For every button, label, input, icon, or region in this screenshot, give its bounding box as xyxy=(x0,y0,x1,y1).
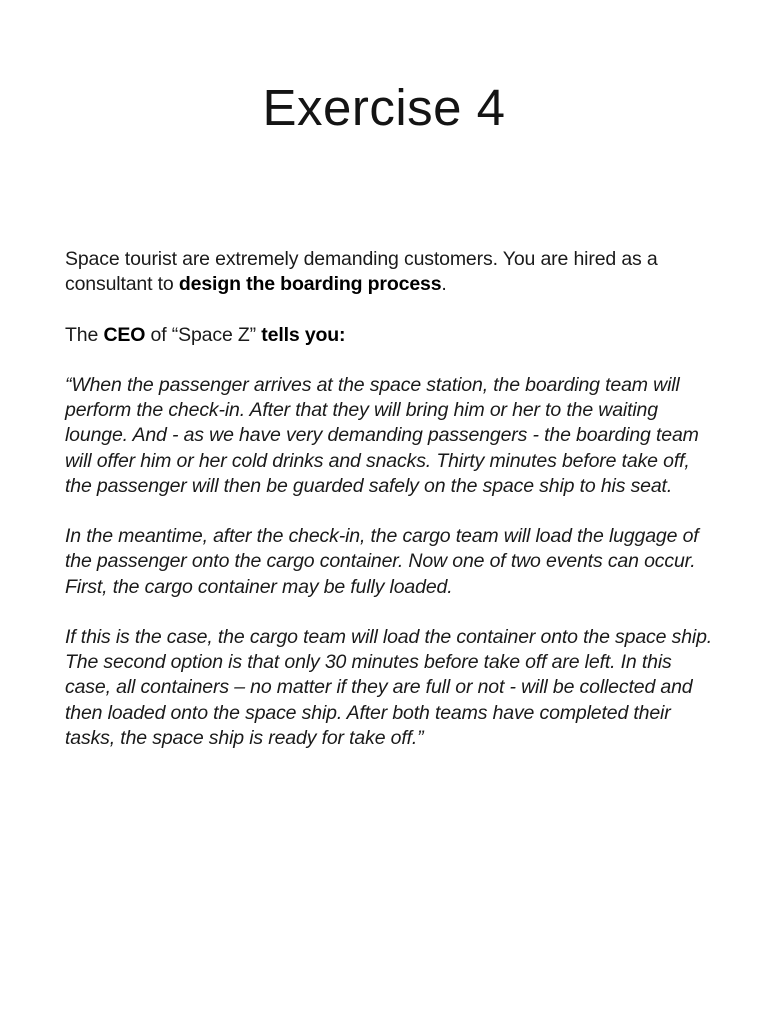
intro-bold-text: design the boarding process xyxy=(178,273,442,296)
quote-paragraph-2: In the meantime, after the check-in, the cargo team will load the luggage of the passenger onto the cargo container. Now one of two events can occur. First, the cargo container may be fully loaded. xyxy=(65,525,699,598)
quote-paragraph-3: If this is the case, the cargo team will load the container onto the space ship. The second option is that only 30 minutes before take off are left. In this case, all containers – no matter if they are full or not - will be collected and then loaded onto the space ship. After both teams have completed their tasks, the space ship is ready for take off.” xyxy=(65,625,713,749)
ceo-line-middle: of “Space Z” xyxy=(145,323,262,346)
intro-text-after: . xyxy=(441,273,447,296)
ceo-line-ceo: CEO xyxy=(103,323,146,346)
page-title: Exercise 4 xyxy=(262,79,506,136)
intro-text-before: Space tourist are extremely demanding customers. You are hired as a consultant to xyxy=(65,248,658,296)
ceo-line-the: The xyxy=(65,323,99,346)
exercise-body xyxy=(65,247,715,776)
quote-paragraph-1: “When the passenger arrives at the space station, the boarding team will perform the check-in. After that they will bring him or her to the waiting lounge. And - as we have very demanding passengers - the boarding team will offer him or her cold drinks and snacks. Thirty minutes before take off, the passenger will then be guarded safely on the space ship to his seat. xyxy=(65,373,699,497)
ceo-line xyxy=(65,323,715,348)
ceo-line-tells: tells you: xyxy=(261,323,346,346)
intro-paragraph xyxy=(65,247,715,297)
ceo-quote xyxy=(65,373,715,751)
